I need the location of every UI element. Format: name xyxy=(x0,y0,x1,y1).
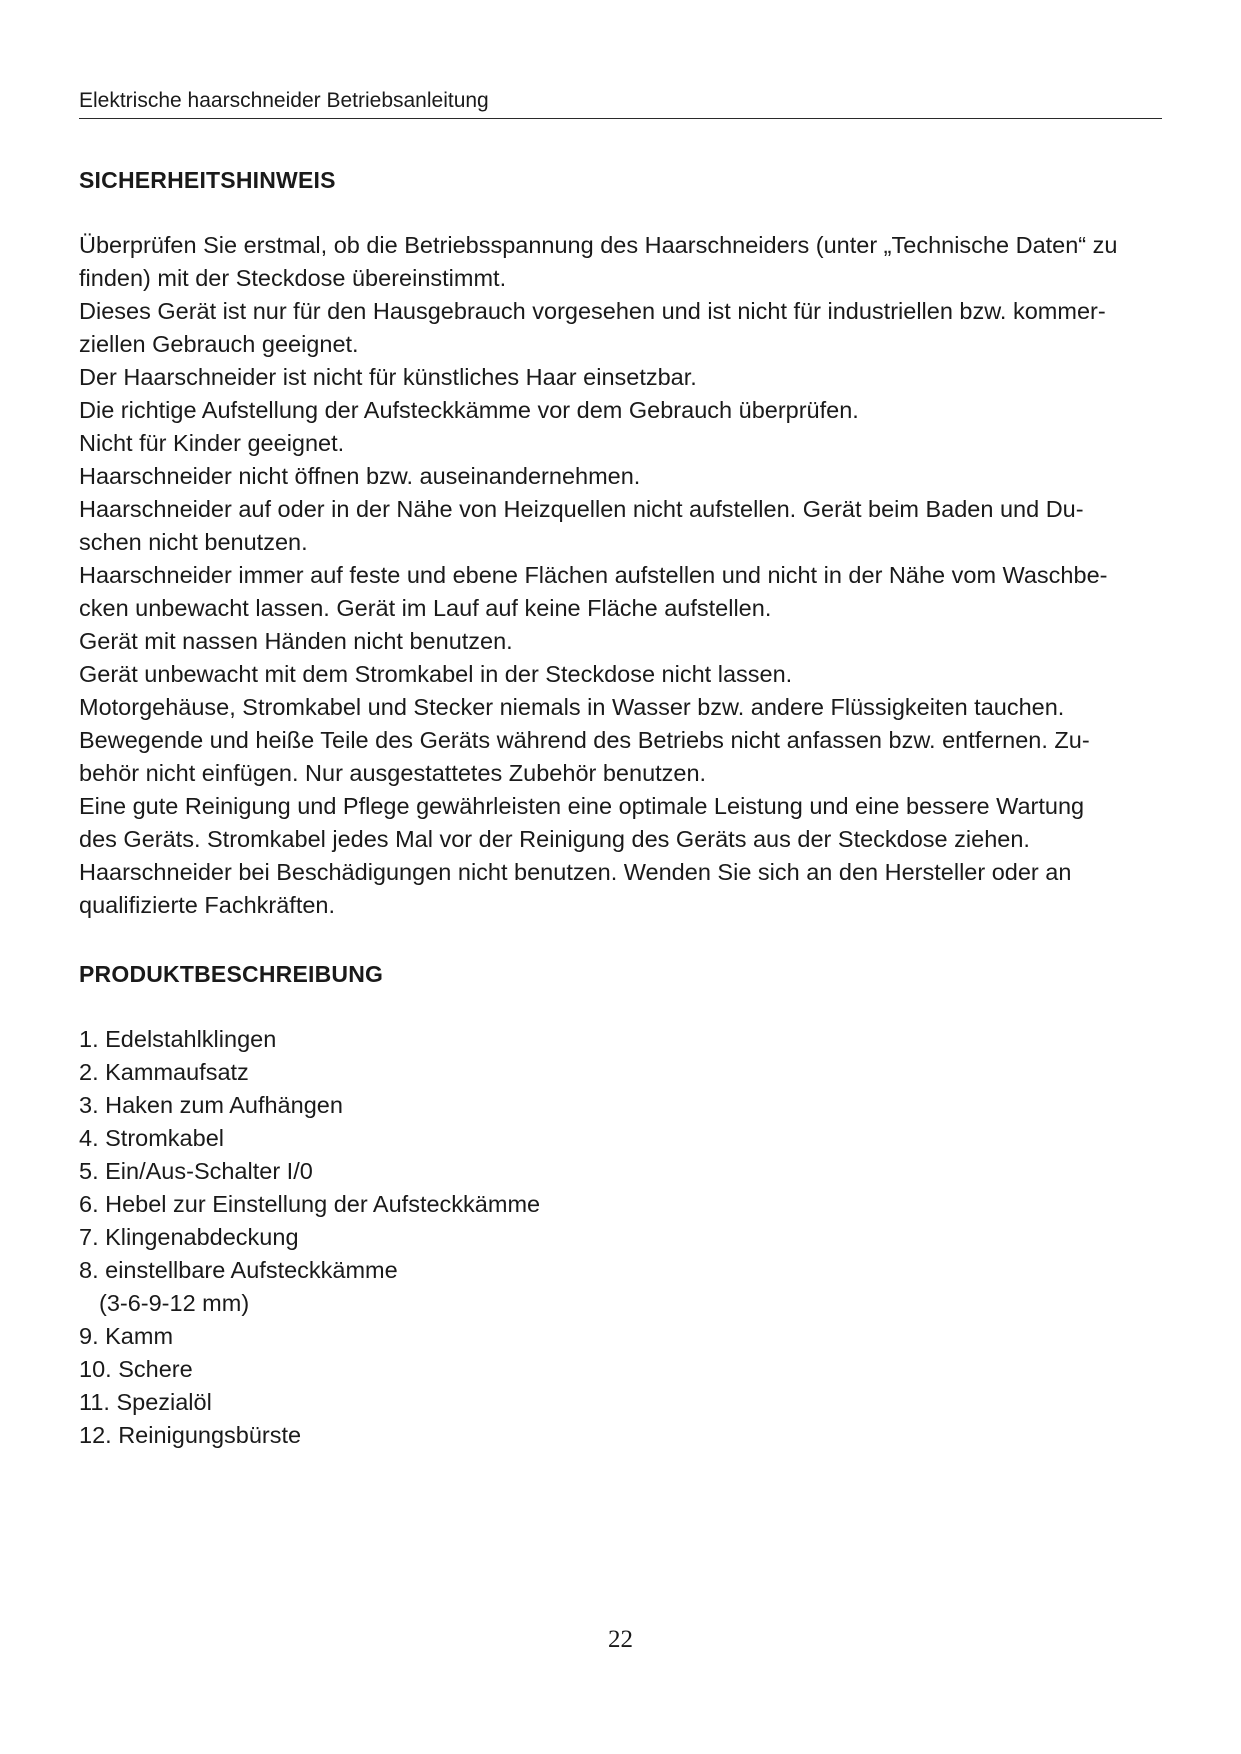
safety-line: Nicht für Kinder geeignet. xyxy=(79,430,345,456)
list-item: 4. Stromkabel xyxy=(79,1125,224,1151)
safety-line: Haarschneider immer auf feste und ebene Flächen aufstellen und nicht in der Nähe vom Waschbe- xyxy=(79,562,1108,588)
list-item: 8. einstellbare Aufsteckkämme xyxy=(79,1257,398,1283)
list-item: 3. Haken zum Aufhängen xyxy=(79,1092,343,1118)
list-item: 12. Reinigungsbürste xyxy=(79,1422,302,1448)
safety-notes xyxy=(79,229,1184,922)
section-title-safety: SICHERHEITSHINWEIS xyxy=(79,167,336,193)
safety-line: Haarschneider nicht öffnen bzw. auseinandernehmen. xyxy=(79,463,641,489)
safety-line: Die richtige Aufstellung der Aufsteckkämme vor dem Gebrauch überprüfen. xyxy=(79,397,859,423)
safety-line: ziellen Gebrauch geeignet. xyxy=(79,331,359,357)
safety-line: finden) mit der Steckdose übereinstimmt. xyxy=(79,265,507,291)
list-item: 9. Kamm xyxy=(79,1323,174,1349)
safety-line: cken unbewacht lassen. Gerät im Lauf auf keine Fläche aufstellen. xyxy=(79,595,772,621)
safety-line: behör nicht einfügen. Nur ausgestattetes Zubehör benutzen. xyxy=(79,760,707,786)
running-header: Elektrische haarschneider Betriebsanleitung xyxy=(79,88,1162,119)
safety-line: Motorgehäuse, Stromkabel und Stecker niemals in Wasser bzw. andere Flüssigkeiten tauchen. xyxy=(79,694,1065,720)
safety-line: Dieses Gerät ist nur für den Hausgebrauch vorgesehen und ist nicht für industriellen bzw. kommer- xyxy=(79,298,1106,324)
list-item: 1. Edelstahlklingen xyxy=(79,1026,277,1052)
list-item: 10. Schere xyxy=(79,1356,193,1382)
safety-line: Der Haarschneider ist nicht für künstliches Haar einsetzbar. xyxy=(79,364,697,390)
safety-line: Haarschneider auf oder in der Nähe von Heizquellen nicht aufstellen. Gerät beim Baden und Du- xyxy=(79,496,1084,522)
safety-line: Bewegende und heiße Teile des Geräts während des Betriebs nicht anfassen bzw. entfernen. Zu- xyxy=(79,727,1090,753)
list-item: 5. Ein/Aus-Schalter I/0 xyxy=(79,1158,313,1184)
safety-line: Gerät mit nassen Händen nicht benutzen. xyxy=(79,628,513,654)
list-item: 6. Hebel zur Einstellung der Aufsteckkämme xyxy=(79,1191,541,1217)
safety-line: Haarschneider bei Beschädigungen nicht benutzen. Wenden Sie sich an den Hersteller oder an xyxy=(79,859,1072,885)
product-parts-list xyxy=(79,1023,540,1452)
list-item: 7. Klingenabdeckung xyxy=(79,1224,299,1250)
safety-line: des Geräts. Stromkabel jedes Mal vor der Reinigung des Geräts aus der Steckdose ziehen. xyxy=(79,826,1030,852)
safety-line: Eine gute Reinigung und Pflege gewährleisten eine optimale Leistung und eine bessere Wartung xyxy=(79,793,1085,819)
safety-line: Überprüfen Sie erstmal, ob die Betriebsspannung des Haarschneiders (unter „Technische Daten“ zu xyxy=(79,232,1118,258)
section-title-product: PRODUKTBESCHREIBUNG xyxy=(79,961,384,987)
safety-line: qualifizierte Fachkräften. xyxy=(79,892,336,918)
list-item-continuation: (3-6-9-12 mm) xyxy=(99,1290,250,1316)
list-item: 2. Kammaufsatz xyxy=(79,1059,249,1085)
safety-line: schen nicht benutzen. xyxy=(79,529,308,555)
list-item: 11. Spezialöl xyxy=(79,1389,212,1415)
safety-line: Gerät unbewacht mit dem Stromkabel in der Steckdose nicht lassen. xyxy=(79,661,793,687)
page-number: 22 xyxy=(608,1626,633,1653)
